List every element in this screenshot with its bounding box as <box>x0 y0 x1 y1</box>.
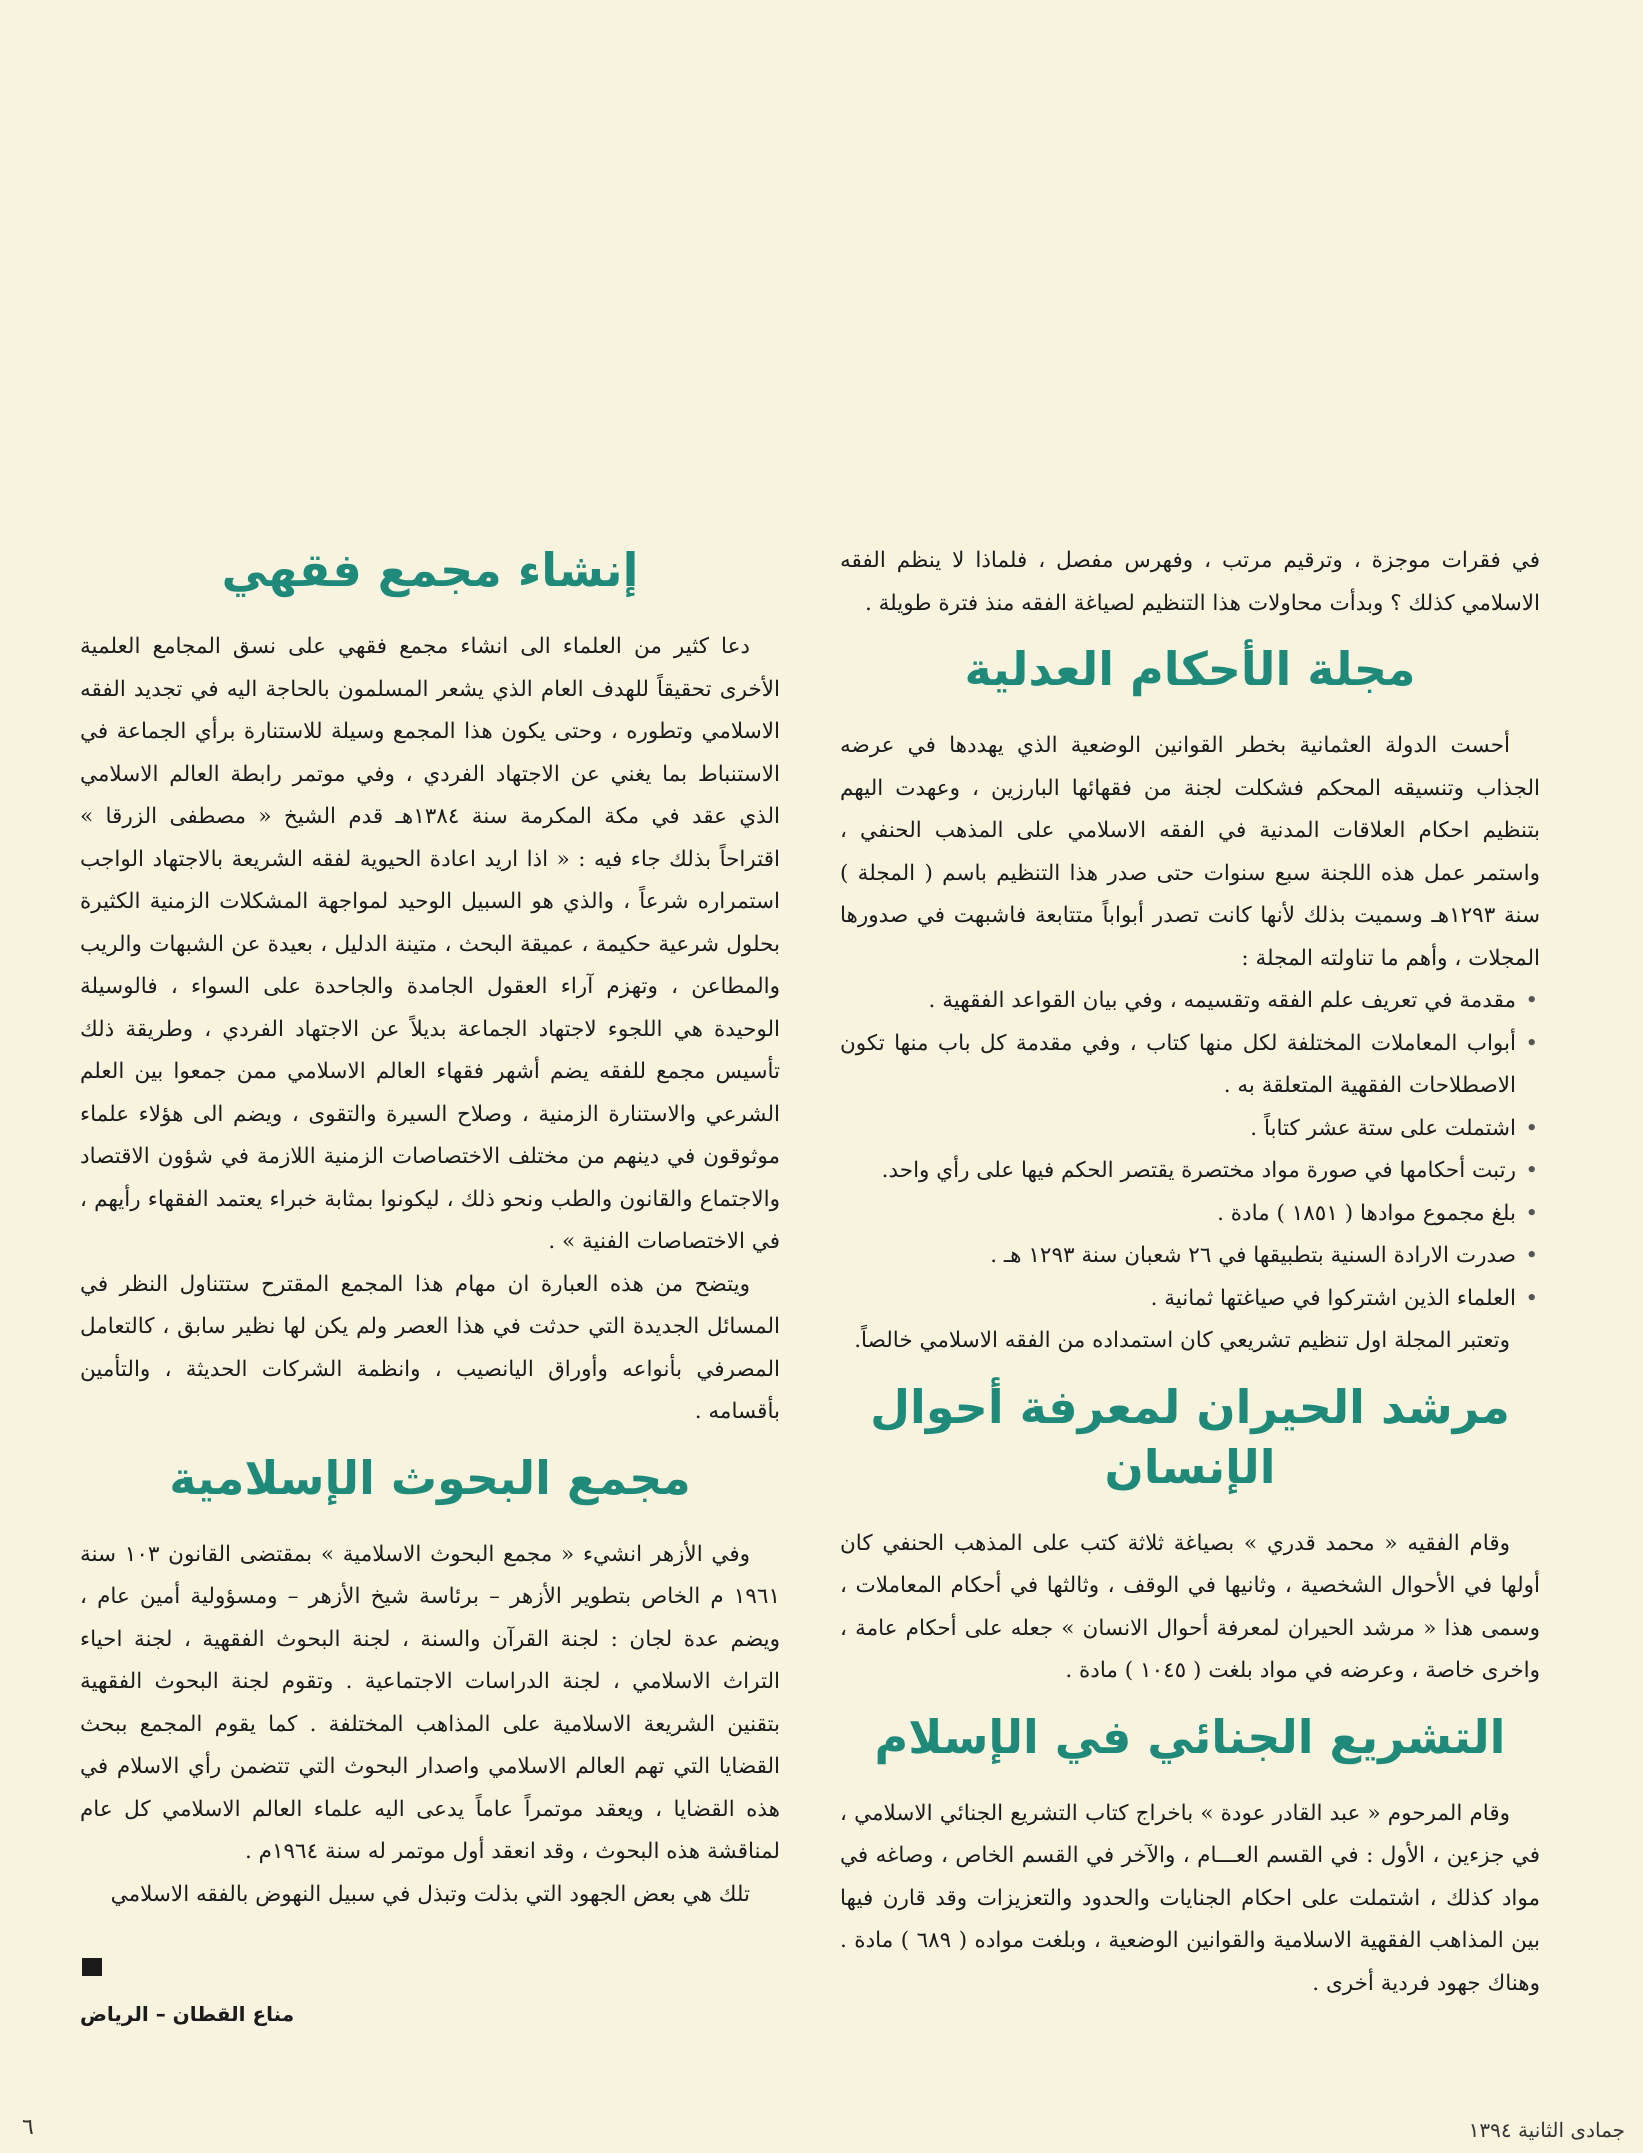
right-column <box>840 540 1540 2005</box>
islamic-research-paragraph: وفي الأزهر انشيء « مجمع البحوث الاسلامية » بمقتضى القانون ١٠٣ سنة ١٩٦١ م الخاص بتطوير الأزهر – برئاسة شيخ الأزهر – ومسؤولية أمين عام ، ويضم عدة لجان : لجنة القرآن والسنة ، لجنة البحوث الفقهية ، لجنة احياء التراث الاسلامي ، لجنة الدراسات الاجتماعية . وتقوم لجنة البحوث الفقهية بتقنين الشريعة الاسلامية على المذاهب المختلفة . كما يقوم المجمع ببحث القضايا التي تهم العالم الاسلامي واصدار البحوث التي تتضمن رأي الاسلام في هذه القضايا ، ويعقد موتمراً عاماً يدعى اليه علماء العالم الاسلامي كل عام لمناقشة هذه البحوث ، وقد انعقد أول موتمر له سنة ١٩٦٤م . <box>80 1541 780 1864</box>
closing-paragraph: تلك هي بعض الجهود التي بذلت وتبذل في سبيل النهوض بالفقه الاسلامي <box>110 1881 750 1907</box>
majalla-bullet-list <box>840 980 1540 1320</box>
end-mark-icon <box>82 1958 102 1976</box>
bullet-icon: • <box>1525 1200 1538 1226</box>
author-signature: مناع القطان – الرياض <box>80 2002 295 2026</box>
footer-date: جمادى الثانية ١٣٩٤ <box>1468 2118 1625 2142</box>
heading-islamic-research: مجمع البحوث الإسلامية <box>169 1450 691 1505</box>
bullet-icon: • <box>1525 1158 1538 1183</box>
heading-murshid: مرشد الحيران لمعرفة أحوال الإنسان <box>870 1379 1510 1494</box>
bullet-icon: • <box>1525 1243 1538 1268</box>
bullet-icon: • <box>1525 1115 1538 1141</box>
intro-paragraph: في فقرات موجزة ، وترقيم مرتب ، وفهرس مفصل ، فلماذا لا ينظم الفقه الاسلامي كذلك ؟ وبدأت محاولات هذا التنظيم لصياغة الفقه منذ فترة طويلة . <box>840 548 1540 616</box>
bullet-icon: • <box>1525 1030 1538 1056</box>
fiqh-academy-paragraph: دعا كثير من العلماء الى انشاء مجمع فقهي على نسق المجامع العلمية الأخرى تحقيقاً للهدف العام الذي يشعر المسلمون بالحاجة اليه في تجديد الفقه الاسلامي وتطوره ، وحتى يكون هذا المجمع وسيلة للاستنارة برأي الجماعة في الاستنباط بما يغني عن الاجتهاد الفردي ، وفي موتمر رابطة العالم الاسلامي الذي عقد في مكة المكرمة سنة ١٣٨٤هـ قدم الشيخ « مصطفى الزرقا » اقتراحاً بذلك جاء فيه : « اذا اريد اعادة الحيوية لفقه الشريعة بالاجتهاد الواجب استمراره شرعاً ، والذي هو السبيل الوحيد لمواجهة المشكلات الزمنية الكثيرة بحلول شرعية حكيمة ، عميقة البحث ، متينة الدليل ، بعيدة عن الشبهات والريب والمطاعن ، وتهزم آراء العقول الجامدة والجاحدة على السواء ، فالوسيلة الوحيدة هي اللجوء لاجتهاد الجماعة بديلاً عن الاجتهاد الفردي ، وطريقة ذلك تأسيس مجمع للفقه يضم أشهر فقهاء العالم الاسلامي ممن جمعوا بين العلم الشرعي والاستنارة الزمنية ، وصلاح السيرة والتقوى ، ويضم الى هؤلاء علماء موثوقون في دينهم من مختلف الاختصاصات الزمنية اللازمة في شؤون الاقتصاد والاجتماع والقانون والطب ونحو ذلك ، ليكونوا بمثابة خبراء يعتمد الفقهاء رأيهم ، في الاختصاصات الفنية » . <box>80 634 780 1254</box>
heading-criminal-law: التشريع الجنائي في الإسلام <box>874 1709 1506 1764</box>
murshid-paragraph: وقام الفقيه « محمد قدري » بصياغة ثلاثة كتب على المذهب الحنفي كان أولها في الأحوال الشخصية ، وثانيها في الوقف ، وثالثها في أحكام المعاملات ، وسمى هذا « مرشد الحيران لمعرفة أحوال الانسان » جعله على أحكام عامة ، واخرى خاصة ، وعرضه في مواد بلغت ( ١٠٤٥ ) مادة . <box>840 1530 1540 1683</box>
list-item: • العلماء الذين اشتركوا في صياغتها ثمانية . <box>840 1278 1540 1321</box>
fiqh-academy-paragraph-2: ويتضح من هذه العبارة ان مهام هذا المجمع المقترح ستتناول النظر في المسائل الجديدة التي حدثت في هذا العصر ولم يكن لها نظير سابق ، كالتعامل المصرفي بأنواعه وأوراق اليانصيب ، وانظمة الشركات الحديثة ، والتأمين بأقسامه . <box>80 1271 780 1424</box>
heading-fiqh-academy: إنشاء مجمع فقهي <box>221 543 639 597</box>
list-item: • رتبت أحكامها في صورة مواد مختصرة يقتصر الحكم فيها على رأي واحد. <box>840 1150 1540 1193</box>
left-column <box>80 540 780 1916</box>
list-item: • صدرت الارادة السنية بتطبيقها في ٢٦ شعبان سنة ١٢٩٣ هـ . <box>840 1235 1540 1278</box>
page-number: ٦ <box>22 2115 34 2140</box>
list-item: • بلغ مجموع موادها ( ١٨٥١ ) مادة . <box>840 1193 1540 1236</box>
list-item: • أبواب المعاملات المختلفة لكل منها كتاب ، وفي مقدمة كل باب منها تكون الاصطلاحات الفقهية المتعلقة به . <box>840 1023 1540 1108</box>
bullet-icon: • <box>1525 988 1538 1013</box>
majalla-closing: وتعتبر المجلة اول تنظيم تشريعي كان استمداده من الفقه الاسلامي خالصاً. <box>854 1328 1510 1353</box>
criminal-law-paragraph: وقام المرحوم « عبد القادر عودة » باخراج كتاب التشريع الجنائي الاسلامي ، في جزءين ، الأول : في القسم العـــام ، والآخر في القسم الخاص ، وصاغه في مواد كذلك ، اشتملت على احكام الجنايات والحدود والتعزيزات وقد قارن فيها بين المذاهب الفقهية الاسلامية والقوانين الوضعية ، وبلغت مواده ( ٦٨٩ ) مادة . وهناك جهود فردية أخرى . <box>840 1800 1540 1996</box>
majalla-paragraph: أحست الدولة العثمانية بخطر القوانين الوضعية الذي يهددها في عرضه الجذاب وتنسيقه المحكم فشكلت لجنة من فقهائها البارزين ، وعهدت اليهم بتنظيم احكام العلاقات المدنية في الفقه الاسلامي على المذهب الحنفي ، واستمر عمل هذه اللجنة سبع سنوات حتى صدر هذا التنظيم باسم ( المجلة ) سنة ١٢٩٣هـ وسميت بذلك لأنها كانت تصدر أبواباً متتابعة فاشبهت في صدورها المجلات ، وأهم ما تناولته المجلة : <box>840 733 1540 971</box>
list-item: • اشتملت على ستة عشر كتاباً . <box>840 1108 1540 1151</box>
bullet-icon: • <box>1525 1285 1538 1311</box>
heading-majalla: مجلة الأحكام العدلية <box>964 642 1416 696</box>
list-item: • مقدمة في تعريف علم الفقه وتقسيمه ، وفي بيان القواعد الفقهية . <box>840 980 1540 1023</box>
